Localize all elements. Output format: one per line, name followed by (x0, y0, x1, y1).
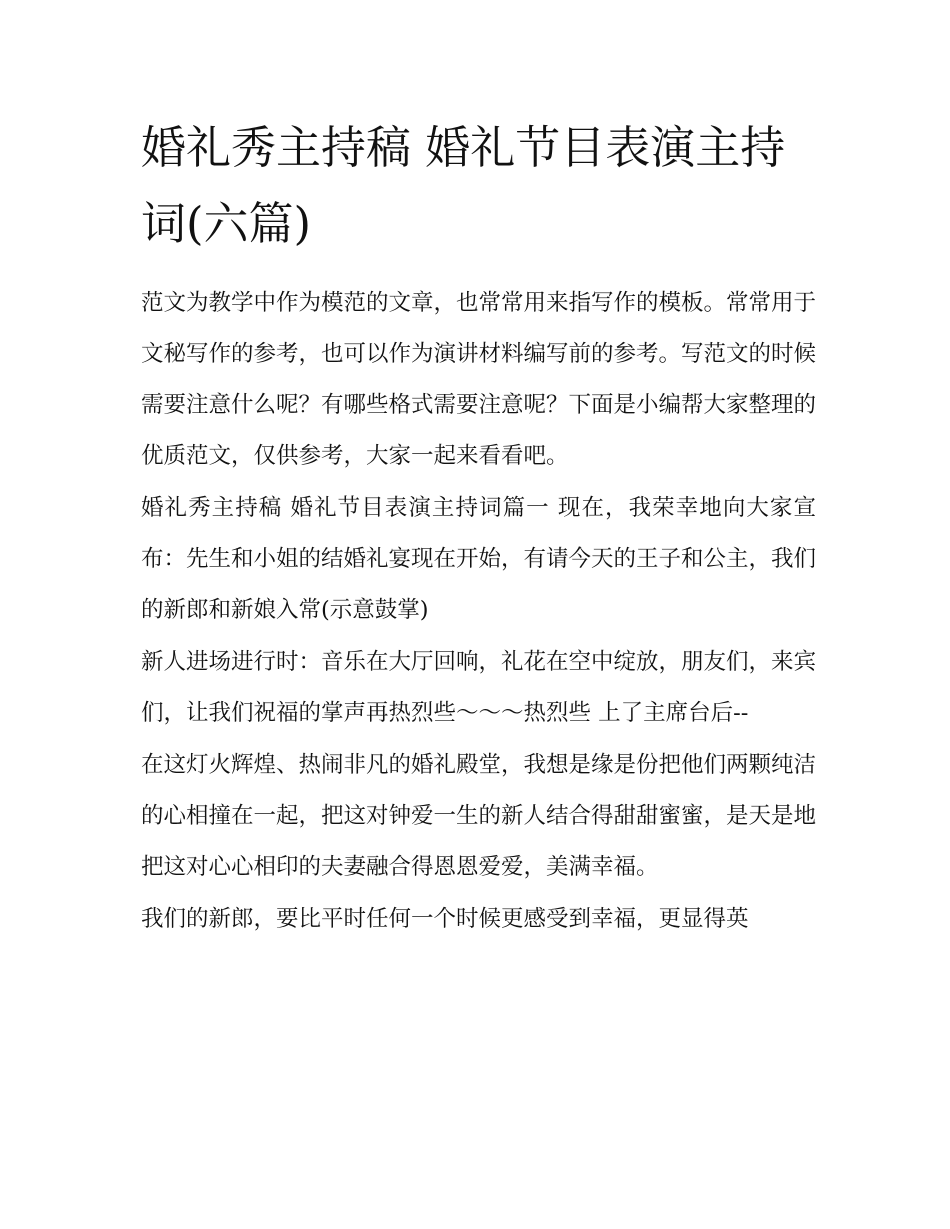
paragraph-intro: 范文为教学中作为模范的文章，也常常用来指写作的模板。常常用于文秘写作的参考，也可以作为演讲材料编写前的参考。写范文的时候需要注意什么呢？有哪些格式需要注意呢？下面是小编帮大家整理的优质范文，仅供参考，大家一起来看看吧。 (141, 290, 817, 469)
paragraph-opening: 婚礼秀主持稿 婚礼节目表演主持词篇一 现在，我荣幸地向大家宣布：先生和小姐的结婚礼宴现在开始，有请今天的王子和公主，我们的新郎和新娘入常(示意鼓掌) (141, 495, 817, 623)
document-title: 婚礼秀主持稿 婚礼节目表演主持词(六篇) (141, 121, 786, 250)
paragraph-entrance: 新人进场进行时：音乐在大厅回响，礼花在空中绽放，朋友们，来宾们，让我们祝福的掌声再热烈些～～～热烈些 上了主席台后-- (141, 649, 817, 726)
document-content (141, 110, 816, 945)
paragraph-groom: 我们的新郎，要比平时任何一个时候更感受到幸福，更显得英 (141, 906, 749, 932)
paragraph-hall: 在这灯火辉煌、热闹非凡的婚礼殿堂，我想是缘是份把他们两颗纯洁的心相撞在一起，把这对钟爱一生的新人结合得甜甜蜜蜜，是天是地把这对心心相印的夫妻融合得恩恩爱爱，美满幸福。 (141, 752, 817, 880)
